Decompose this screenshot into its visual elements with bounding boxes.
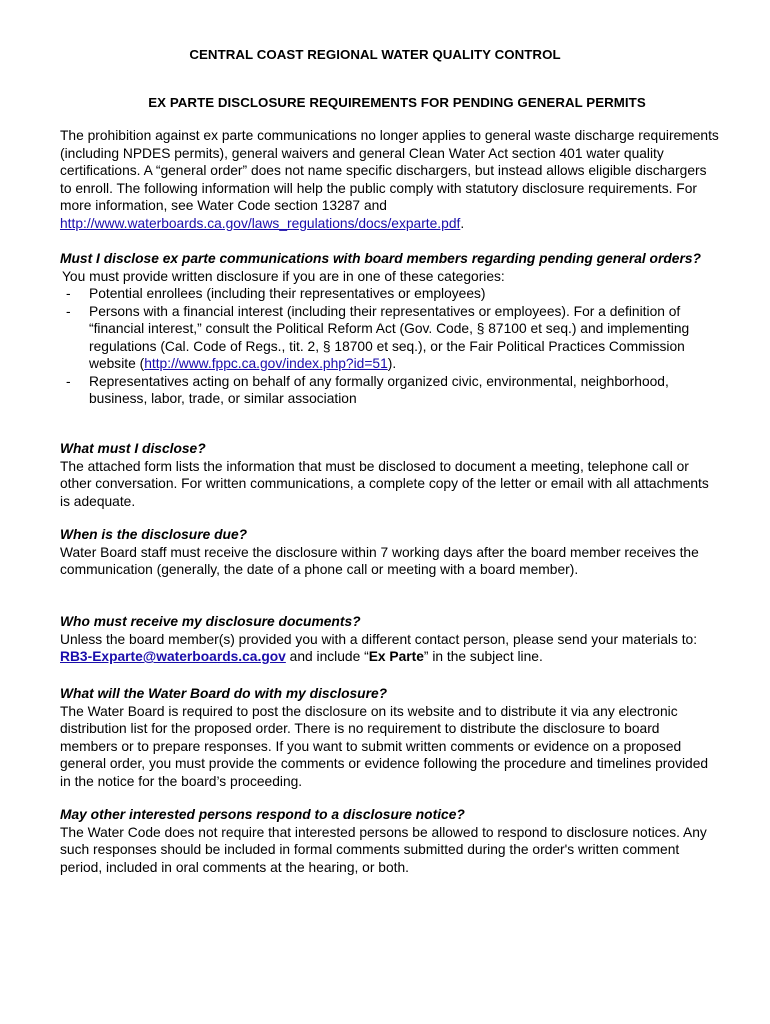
answer-who-receives — [60, 631, 720, 666]
exparte-doc-link[interactable]: http://www.waterboards.ca.gov/laws_regulations/docs/exparte.pdf — [60, 215, 461, 231]
section-respond — [60, 806, 720, 876]
list-item — [60, 285, 720, 303]
question-who-receives: Who must receive my disclosure documents? — [60, 614, 361, 629]
answer-who-receives-text: Unless the board member(s) provided you with a different contact person, please send your materials to: — [60, 631, 698, 647]
section-must-disclose — [60, 250, 720, 408]
question-when-due: When is the disclosure due? — [60, 527, 248, 542]
question-respond: May other interested persons respond to a disclosure notice? — [60, 807, 465, 822]
section-board-action — [60, 685, 720, 790]
intro-end: . — [460, 215, 465, 231]
intro-paragraph — [60, 127, 720, 232]
exparte-email-link[interactable]: RB3-Exparte@waterboards.ca.gov — [60, 649, 286, 664]
section-what-disclose — [60, 440, 720, 510]
answer-what-disclose: The attached form lists the information that must be disclosed to document a meeting, telephone call or other conversation. For written communications, a complete copy of the letter or email with all attachments is adequate. — [60, 458, 709, 509]
category-representatives: Representatives acting on behalf of any formally organized civic, environmental, neighborhood, business, labor, trade, or similar association — [89, 373, 669, 406]
answer-when-due: Water Board staff must receive the disclosure within 7 working days after the board member receives the communication (generally, the date of a phone call or meeting with a board member). — [60, 544, 699, 577]
intro-text: The prohibition against ex parte communications no longer applies to general waste discharge requirements (including NPDES permits), general waivers and general Clean Water Act section 401 water quality certifications. A “general order” does not name specific dischargers, but instead allows eligible dischargers to enroll. The following information will help the public comply with statutory disclosure requirements. For more information, see Water Code section 13287 and — [60, 128, 719, 213]
question-board-action: What will the Water Board do with my disclosure? — [60, 686, 388, 701]
fppc-link[interactable]: http://www.fppc.ca.gov/index.php?id=51 — [144, 356, 388, 371]
section-who-receives — [60, 613, 720, 666]
question-what-disclose: What must I disclose? — [60, 441, 206, 456]
section-when-due — [60, 526, 720, 579]
answer-who-receives-end: ” in the subject line. — [423, 649, 543, 664]
question-must-disclose: Must I disclose ex parte communications with board members regarding pending general orders? — [60, 251, 701, 266]
categories-lead: You must provide written disclosure if you are in one of these categories: — [62, 268, 505, 284]
document-title: CENTRAL COAST REGIONAL WATER QUALITY CONTROL — [189, 47, 561, 62]
subject-line-text: Ex Parte — [368, 649, 424, 664]
category-list — [60, 285, 720, 408]
list-item — [60, 373, 720, 408]
category-enrollees: Potential enrollees (including their representatives or employees) — [89, 286, 486, 301]
answer-board-action: The Water Board is required to post the disclosure on its website and to distribute it via any electronic distribution list for the proposed order. There is no requirement to distribute the disclosure to board members or to prepare responses. If you want to submit written comments or evidence on a proposed general order, you must provide the comments or evidence following the procedure and timelines provided in the notice for the board’s proceeding. — [60, 703, 709, 789]
category-financial-text: Persons with a financial interest (including their representatives or employees). For a definition of “financial interest,” consult the Political Reform Act (Gov. Code, § 87100 et seq.) and implementing regulations (Cal. Code of Regs., tit. 2, § 18700 et seq.), or the Fair Political Practices Commission website ( — [89, 303, 690, 371]
document-subtitle: EX PARTE DISCLOSURE REQUIREMENTS FOR PENDING GENERAL PERMITS — [148, 95, 646, 110]
answer-who-receives-mid: and include “ — [285, 649, 369, 664]
list-item — [60, 303, 720, 373]
category-financial-end: ). — [387, 356, 397, 371]
answer-respond: The Water Code does not require that interested persons be allowed to respond to disclosure notices. Any such responses should be included in formal comments submitted during the order's written comment period, included in oral comments at the hearing, or both. — [60, 824, 707, 875]
